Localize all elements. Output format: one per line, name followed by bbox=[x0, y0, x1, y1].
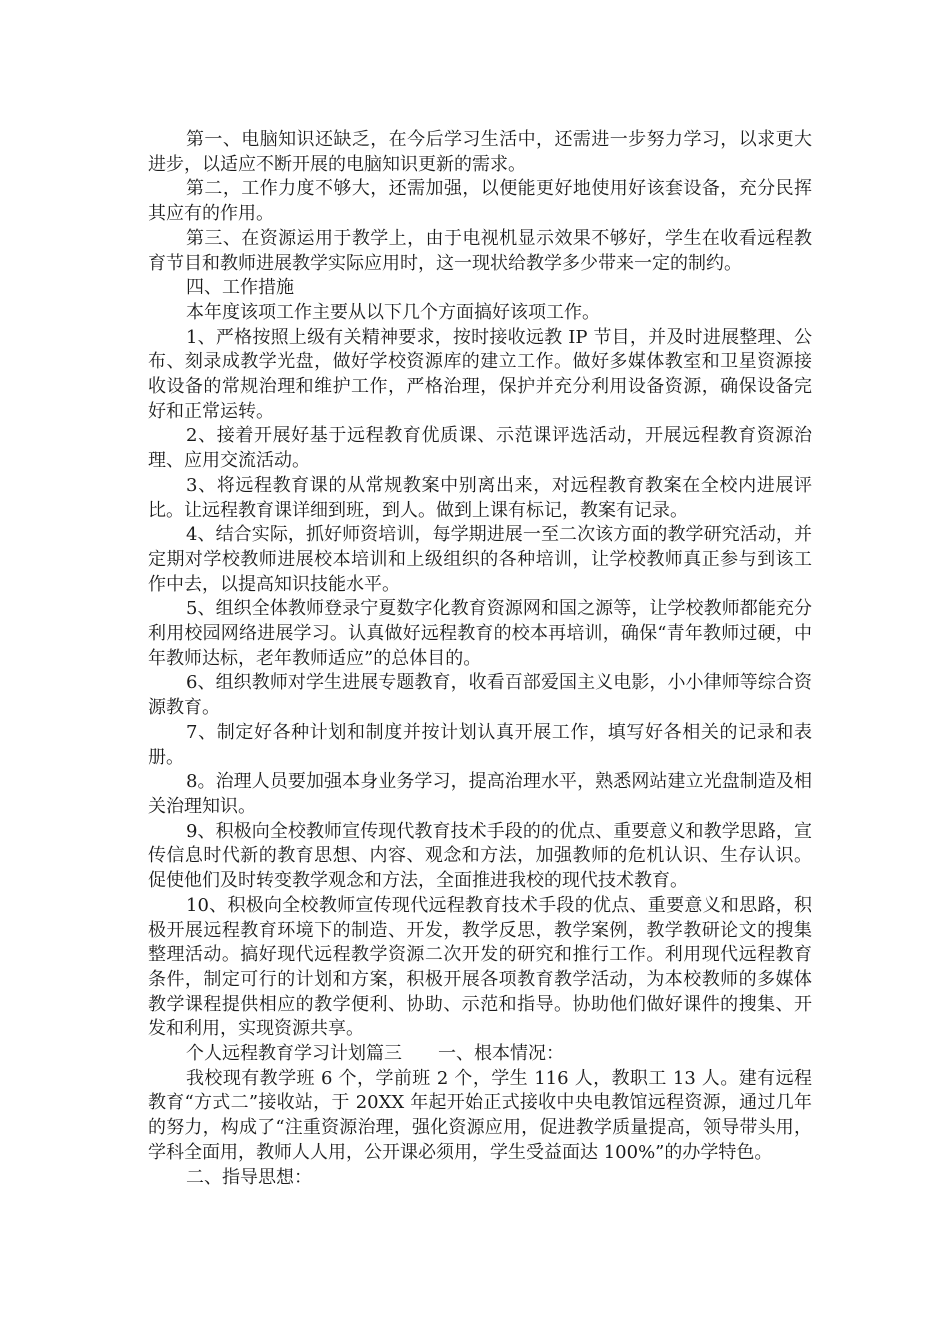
paragraph-measure-8: 8。治理人员要加强本身业务学习，提高治理水平，熟悉网站建立光盘制造及相关治理知识。 bbox=[148, 771, 812, 817]
paragraph-measure-1: 1、严格按照上级有关精神要求，按时接收远教 IP 节目，并及时进展整理、公布、刻录成教学光盘，做好学校资源库的建立工作。做好多媒体教室和卫星资源接收设备的常规治理和维护工作，严格治理，保护并充分利用设备资源，确保设备完好和正常运转。 bbox=[148, 326, 812, 422]
paragraph-measure-5: 5、组织全体教师登录宁夏数字化教育资源网和国之源等，让学校教师都能充分利用校园网络进展学习。认真做好远程教育的校本再培训，确保“青年教师过硬，中年教师达标，老年教师适应”的总体目的。 bbox=[148, 598, 812, 669]
paragraph-intro: 本年度该项工作主要从以下几个方面搞好该项工作。 bbox=[186, 301, 600, 323]
paragraph-measure-2: 2、接着开展好基于远程教育优质课、示范课评选活动，开展远程教育资源治理、应用交流活动。 bbox=[148, 425, 812, 472]
paragraph-shortcoming-3: 第三、在资源运用于教学上，由于电视机显示效果不够好，学生在收看远程教育节目和教师进展教学实际应用时，这一现状给教学多少带来一定的制约。 bbox=[148, 227, 812, 274]
paragraph-shortcoming-2: 第二，工作力度不够大，还需加强，以便能更好地使用好该套设备，充分民挥其应有的作用。 bbox=[148, 178, 812, 225]
paragraph-measure-9: 9、积极向全校教师宣传现代教育技术手段的的优点、重要意义和教学思路，宣传信息时代新的教育思想、内容、观念和方法，加强教师的危机认识、生存认识。促使他们及时转变教学观念和方法，全面推进我校的现代技术教育。 bbox=[148, 820, 812, 892]
section-heading-work-measures: 四、工作措施 bbox=[186, 277, 294, 299]
section-heading-guiding-thought: 二、指导思想： bbox=[186, 1166, 312, 1188]
paragraph-shortcoming-1: 第一、电脑知识还缺乏，在今后学习生活中，还需进一步努力学习，以求更大进步，以适应不断开展的电脑知识更新的需求。 bbox=[148, 129, 812, 175]
document-body bbox=[148, 128, 812, 1190]
paragraph-basic-situation: 我校现有教学班 6 个，学前班 2 个，学生 116 人，教职工 13 人。建有远程教育“方式二”接收站，于 20XX 年起开始正式接收中央电教馆远程资源，通过几年的努力，构成了“注重资源治理，强化资源应用，促进教学质量提高，领导带头用，学科全面用，教师人人用，公开课必须用，学生受益面达 100%”的办学特色。 bbox=[148, 1067, 812, 1163]
section-heading-basic-situation: 个人远程教育学习计划篇三 一、根本情况： bbox=[186, 1043, 564, 1065]
paragraph-measure-3: 3、将远程教育课的从常规教案中别离出来，对远程教育教案在全校内进展评比。让远程教育课详细到班，到人。做到上课有标记，教案有记录。 bbox=[148, 474, 812, 521]
paragraph-measure-4: 4、结合实际，抓好师资培训，每学期进展一至二次该方面的教学研究活动，并定期对学校教师进展校本培训和上级组织的各种培训，让学校教师真正参与到该工作中去，以提高知识技能水平。 bbox=[148, 524, 812, 595]
paragraph-measure-10: 10、积极向全校教师宣传现代远程教育技术手段的优点、重要意义和思路，积极开展远程教育环境下的制造、开发，教学反思，教学案例，教学教研论文的搜集整理活动。搞好现代远程教学资源二次开发的研究和推行工作。利用现代远程教育条件，制定可行的计划和方案，积极开展各项教育教学活动，为本校教师的多媒体教学课程提供相应的教学便利、协助、示范和指导。协助他们做好课件的搜集、开发和利用，实现资源共享。 bbox=[148, 894, 812, 1040]
paragraph-measure-6: 6、组织教师对学生进展专题教育，收看百部爱国主义电影，小小律师等综合资源教育。 bbox=[148, 672, 812, 719]
paragraph-measure-7: 7、制定好各种计划和制度并按计划认真开展工作，填写好各相关的记录和表册。 bbox=[148, 721, 812, 768]
